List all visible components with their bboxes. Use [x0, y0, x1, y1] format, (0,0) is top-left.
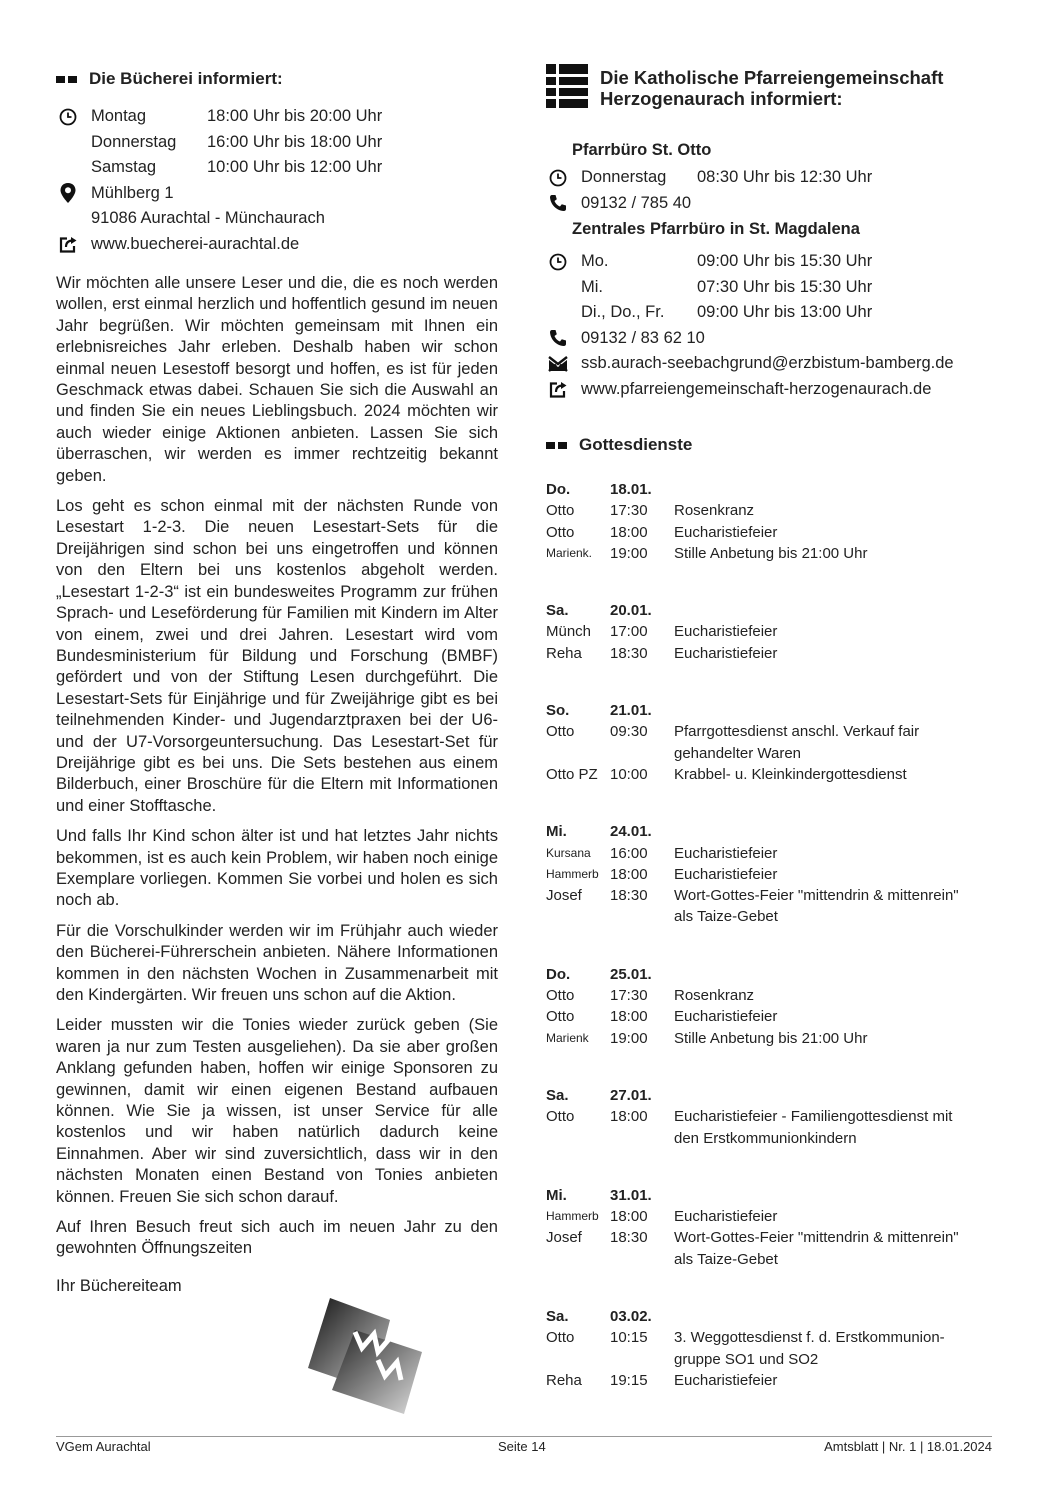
footer-page-number: Seite 14 — [498, 1439, 546, 1454]
service-date: 25.01. — [610, 965, 652, 983]
service-description: Pfarrgottesdienst anschl. Verkauf fair — [674, 723, 920, 741]
service-location: Otto — [546, 1008, 575, 1026]
library-paragraph: Für die Vorschulkinder werden wir im Frühjahr auch wieder den Bücherei-Führerschein anbieten. Nähere Informationen kommen in den nächsten Wochen in Zusammenarbeit mit den Kindergärten. Wir freuen uns schon auf die Aktion. — [56, 921, 498, 1004]
service-time: 18:00 — [610, 1108, 648, 1126]
office2-phone[interactable]: 09132 / 83 62 10 — [581, 328, 705, 347]
service-day-header — [546, 479, 996, 500]
service-weekday: So. — [546, 702, 570, 720]
clock-icon — [546, 251, 570, 273]
service-day-group — [546, 1085, 996, 1149]
service-description-cont: gehandelter Waren — [674, 744, 802, 762]
library-signature: Ihr Büchereiteam — [56, 1276, 182, 1295]
office2-hours-row — [546, 249, 996, 275]
office2-email[interactable]: ssb.aurach-seebachgrund@erzbistum-bamberg.de — [581, 354, 954, 372]
service-time: 18:00 — [610, 1008, 648, 1026]
library-paragraph: Wir möchten alle unsere Leser und die, die es noch werden wollen, erst einmal herzlich und hoffentlich gesund im neuen Jahr begrüßen. Wir möchten gemeinsam mit Ihnen ein erlebnisreiches Jahr erleben. Deshalb haben wir schon einmal neuen Lesestoff besorgt und hoffen, es ist für jeden Geschmack etwas dabei. Schauen Sie sich die Auswahl an und finden Sie ein neues Lieblingsbuch. 2024 möchten wir auch wieder einige Aktionen anbieten. Lassen Sie sich überraschen, wir werden es immer rechtzeitig bekannt geben. — [56, 274, 498, 485]
service-day-header — [546, 964, 996, 985]
service-description: Stille Anbetung bis 21:00 Uhr — [674, 544, 868, 562]
service-time: 19:00 — [610, 1029, 648, 1047]
library-address-row — [56, 206, 498, 232]
service-row — [546, 543, 996, 564]
service-row — [546, 721, 996, 742]
service-time: 18:30 — [610, 1229, 648, 1247]
service-row — [546, 1206, 996, 1227]
service-date: 21.01. — [610, 702, 652, 720]
library-logo — [300, 1290, 430, 1420]
library-paragraph: Los geht es schon einmal mit der nächsten Runde von Lesestart 1-2-3. Die neuen Lesestart-Sets für die Dreijährigen sind schon bei uns eingetroffen und können von den Eltern bei uns kostenlos abgeholt werden. „Lesestart 1-2-3“ ist ein bundesweites Programm zur frühen Sprach- und Leseförderung für Familien mit Kindern im Alter von einem, zwei und drei Jahren. Lesestart wird vom Bundesministerium für Bildung und Forschung (BMBF) gefördert und von der Stiftung Lesen durchgeführt. Die Lesestart-Sets für Einjährige und für Zweijährige gibt es bei teilnehmenden Kinder- und Jugendarztpraxen bei der U6- und der U7-Vorsorgeuntersuchung. Das Lesestart-Set für Dreijährige gibt es bei uns. Die Sets bestehen aus einem Bilderbuch, einer Broschüre für die Eltern mit Informationen und einer Stofftasche. — [56, 497, 498, 815]
service-location: Otto PZ — [546, 765, 598, 783]
office2-phone-row — [546, 326, 996, 352]
service-row-continuation — [546, 906, 996, 927]
service-time: 17:30 — [610, 987, 648, 1005]
service-location: Otto — [546, 502, 575, 520]
service-time: 17:00 — [610, 623, 648, 641]
location-pin-icon — [56, 182, 80, 204]
service-row — [546, 885, 996, 906]
service-description: Wort-Gottes-Feier "mittendrin & mittenrein" — [674, 887, 959, 905]
service-time: 18:00 — [610, 865, 648, 883]
office2-email-row — [546, 351, 996, 377]
office1-phone[interactable]: 09132 / 785 40 — [581, 193, 692, 212]
service-time: 10:00 — [610, 765, 648, 783]
clock-icon — [546, 167, 570, 189]
service-date: 27.01. — [610, 1086, 652, 1104]
service-description: Eucharistiefeier — [674, 523, 778, 541]
service-description: Eucharistiefeier - Familiengottesdienst mit — [674, 1108, 953, 1126]
service-weekday: Mi. — [546, 1186, 567, 1204]
service-row — [546, 985, 996, 1006]
service-location: Hammerb — [546, 1209, 599, 1224]
service-description: Eucharistiefeier — [674, 1008, 778, 1026]
library-day: Montag — [91, 107, 147, 125]
service-description: Eucharistiefeier — [674, 1371, 778, 1389]
service-day-header — [546, 821, 996, 842]
library-address-line1: Mühlberg 1 — [91, 183, 174, 202]
service-location: Otto — [546, 987, 575, 1005]
parish-heading-line2: Herzogenaurach informiert: — [600, 88, 843, 109]
service-date: 31.01. — [610, 1186, 652, 1204]
service-day-group — [546, 479, 996, 564]
service-row — [546, 1370, 996, 1391]
library-website-row — [56, 232, 498, 258]
service-weekday: Sa. — [546, 1308, 569, 1326]
service-location: Münch — [546, 623, 592, 641]
service-location: Otto — [546, 523, 575, 541]
service-description: Wort-Gottes-Feier "mittendrin & mittenrein" — [674, 1229, 959, 1247]
service-day-header — [546, 700, 996, 721]
service-weekday: Mi. — [546, 823, 567, 841]
phone-icon — [546, 327, 570, 349]
service-row-continuation — [546, 1128, 996, 1149]
library-heading-text: Die Bücherei informiert: — [89, 69, 283, 88]
library-time: 10:00 Uhr bis 12:00 Uhr — [207, 158, 383, 176]
service-row-continuation — [546, 1349, 996, 1370]
library-heading — [56, 68, 498, 90]
service-location: Otto — [546, 1329, 575, 1347]
service-description: Eucharistiefeier — [674, 623, 778, 641]
library-day: Samstag — [91, 158, 157, 176]
service-date: 18.01. — [610, 481, 652, 498]
service-location: Otto — [546, 1108, 575, 1126]
office1-hours-row — [546, 165, 996, 191]
service-time: 18:30 — [610, 644, 648, 662]
service-day-group — [546, 964, 996, 1049]
office2-time: 09:00 Uhr bis 15:30 Uhr — [697, 252, 873, 270]
library-day: Donnerstag — [91, 132, 177, 151]
service-row — [546, 1028, 996, 1049]
service-time: 17:30 — [610, 502, 648, 520]
service-row — [546, 621, 996, 642]
library-time: 18:00 Uhr bis 20:00 Uhr — [207, 107, 383, 125]
service-description: Eucharistiefeier — [674, 865, 778, 883]
service-day-header — [546, 600, 996, 621]
library-section — [56, 68, 498, 1297]
service-weekday: Sa. — [546, 602, 569, 620]
office2-time: 09:00 Uhr bis 13:00 Uhr — [697, 303, 873, 321]
service-location: Hammerb — [546, 866, 599, 881]
external-link-icon — [56, 233, 80, 255]
service-row — [546, 522, 996, 543]
service-description: 3. Weggottesdienst f. d. Erstkommunion- — [674, 1329, 945, 1347]
library-paragraph: Und falls Ihr Kind schon älter ist und hat letztes Jahr nichts bekommen, ist es auch kein Problem, wir haben noch einige Exemplare vorliegen. Kommen Sie vorbei und holen es sich noch ab. — [56, 827, 498, 910]
office1-day: Donnerstag — [581, 168, 667, 186]
service-date: 20.01. — [610, 602, 652, 620]
office2-day: Mi. — [581, 277, 603, 296]
service-location: Otto — [546, 723, 575, 741]
library-address-row — [56, 181, 498, 207]
parish-logo-icon — [546, 64, 588, 113]
service-date: 03.02. — [610, 1308, 652, 1326]
mail-icon — [546, 353, 570, 375]
library-hours-row — [56, 104, 498, 130]
service-day-group — [546, 600, 996, 664]
service-location: Reha — [546, 1371, 582, 1389]
office2-title: Zentrales Pfarrbüro in St. Magdalena — [572, 220, 860, 238]
service-row — [546, 1106, 996, 1127]
service-time: 19:00 — [610, 544, 648, 562]
service-time: 09:30 — [610, 723, 648, 741]
service-location: Kursana — [546, 845, 591, 860]
service-location: Marienk — [546, 1030, 589, 1045]
clock-icon — [56, 106, 80, 128]
service-time: 18:00 — [610, 523, 648, 541]
service-row — [546, 500, 996, 521]
service-description-cont: als Taize-Gebet — [674, 908, 778, 926]
office2-day: Mo. — [581, 252, 609, 270]
service-description: Eucharistiefeier — [674, 644, 778, 662]
service-description: Rosenkranz — [674, 987, 755, 1005]
service-row — [546, 843, 996, 864]
service-row — [546, 764, 996, 785]
service-time: 18:00 — [610, 1208, 648, 1226]
service-description: Eucharistiefeier — [674, 1208, 778, 1226]
footer-right: Amtsblatt | Nr. 1 | 18.01.2024 — [824, 1439, 992, 1454]
service-day-group — [546, 1185, 996, 1270]
service-location: Reha — [546, 644, 582, 662]
section-marker-icon — [546, 442, 567, 449]
service-description: Stille Anbetung bis 21:00 Uhr — [674, 1029, 868, 1047]
service-day-header — [546, 1306, 996, 1327]
office1-time: 08:30 Uhr bis 12:30 Uhr — [697, 168, 873, 186]
services-heading-text: Gottesdienste — [579, 435, 693, 454]
parish-header — [546, 64, 996, 113]
parish-heading-line1: Die Katholische Pfarreiengemeinschaft — [600, 67, 944, 88]
service-row — [546, 1006, 996, 1027]
office2-time: 07:30 Uhr bis 15:30 Uhr — [697, 277, 873, 296]
service-description: Rosenkranz — [674, 502, 755, 520]
service-time: 19:15 — [610, 1371, 648, 1389]
service-day-group — [546, 700, 996, 785]
service-day-header — [546, 1085, 996, 1106]
phone-icon — [546, 192, 570, 214]
office2-hours-row — [546, 300, 996, 326]
service-row-continuation — [546, 1249, 996, 1270]
service-time: 18:30 — [610, 887, 648, 905]
service-row — [546, 643, 996, 664]
service-description: Krabbel- u. Kleinkindergottesdienst — [674, 765, 907, 783]
service-weekday: Sa. — [546, 1086, 569, 1104]
service-row — [546, 1327, 996, 1348]
service-row-continuation — [546, 743, 996, 764]
service-row — [546, 864, 996, 885]
service-day-group — [546, 1306, 996, 1391]
office1-title: Pfarrbüro St. Otto — [572, 141, 712, 159]
service-day-header — [546, 1185, 996, 1206]
external-link-icon — [546, 378, 570, 400]
service-description-cont: gruppe SO1 und SO2 — [674, 1350, 819, 1368]
footer-left: VGem Aurachtal — [56, 1439, 151, 1454]
services-heading — [546, 434, 996, 456]
library-time: 16:00 Uhr bis 18:00 Uhr — [207, 132, 383, 151]
service-description-cont: als Taize-Gebet — [674, 1250, 778, 1268]
services-list — [546, 479, 996, 1391]
library-address-line2: 91086 Aurachtal - Münchaurach — [91, 209, 325, 227]
service-description-cont: den Erstkommunionkindern — [674, 1129, 857, 1147]
library-website-link[interactable]: www.buecherei-aurachtal.de — [91, 234, 300, 253]
service-location: Marienk. — [546, 545, 593, 560]
service-date: 24.01. — [610, 823, 652, 841]
service-time: 16:00 — [610, 844, 648, 862]
library-hours-row — [56, 130, 498, 156]
service-description: Eucharistiefeier — [674, 844, 778, 862]
section-marker-icon — [56, 76, 77, 83]
service-weekday: Do. — [546, 965, 571, 983]
service-row — [546, 1227, 996, 1248]
office2-hours-row — [546, 275, 996, 301]
service-weekday: Do. — [546, 481, 571, 498]
office2-website-row — [546, 377, 996, 403]
office2-website[interactable]: www.pfarreiengemeinschaft-herzogenaurach.de — [581, 379, 932, 398]
office2-day: Di., Do., Fr. — [581, 303, 665, 321]
library-paragraph: Leider mussten wir die Tonies wieder zurück geben (Sie waren ja nur zum Testen ausgeliehen). Da sie aber großen Anklang gefunden haben, hoffen wir einige Sponsoren zu gewinnen, damit wir einen eigenen Bestand aufbauen können. Wie Sie ja wissen, ist unser Service für alle kostenlos und wir haben natürlich dadurch keine Einnahmen. Aber wir sind zuversichtlich, dass wir in den nächsten Monaten einen Bestand von Tonies anbieten können. Freuen Sie sich schon darauf. — [56, 1016, 498, 1206]
library-hours-row — [56, 155, 498, 181]
service-location: Josef — [546, 887, 582, 905]
parish-section — [546, 64, 996, 1427]
library-paragraph: Auf Ihren Besuch freut sich auch im neuen Jahr zu den gewohnten Öffnungszeiten — [56, 1218, 498, 1258]
service-location: Josef — [546, 1229, 582, 1247]
service-day-group — [546, 821, 996, 927]
office1-phone-row — [546, 191, 996, 217]
page-footer — [56, 1436, 992, 1454]
service-time: 10:15 — [610, 1329, 648, 1347]
